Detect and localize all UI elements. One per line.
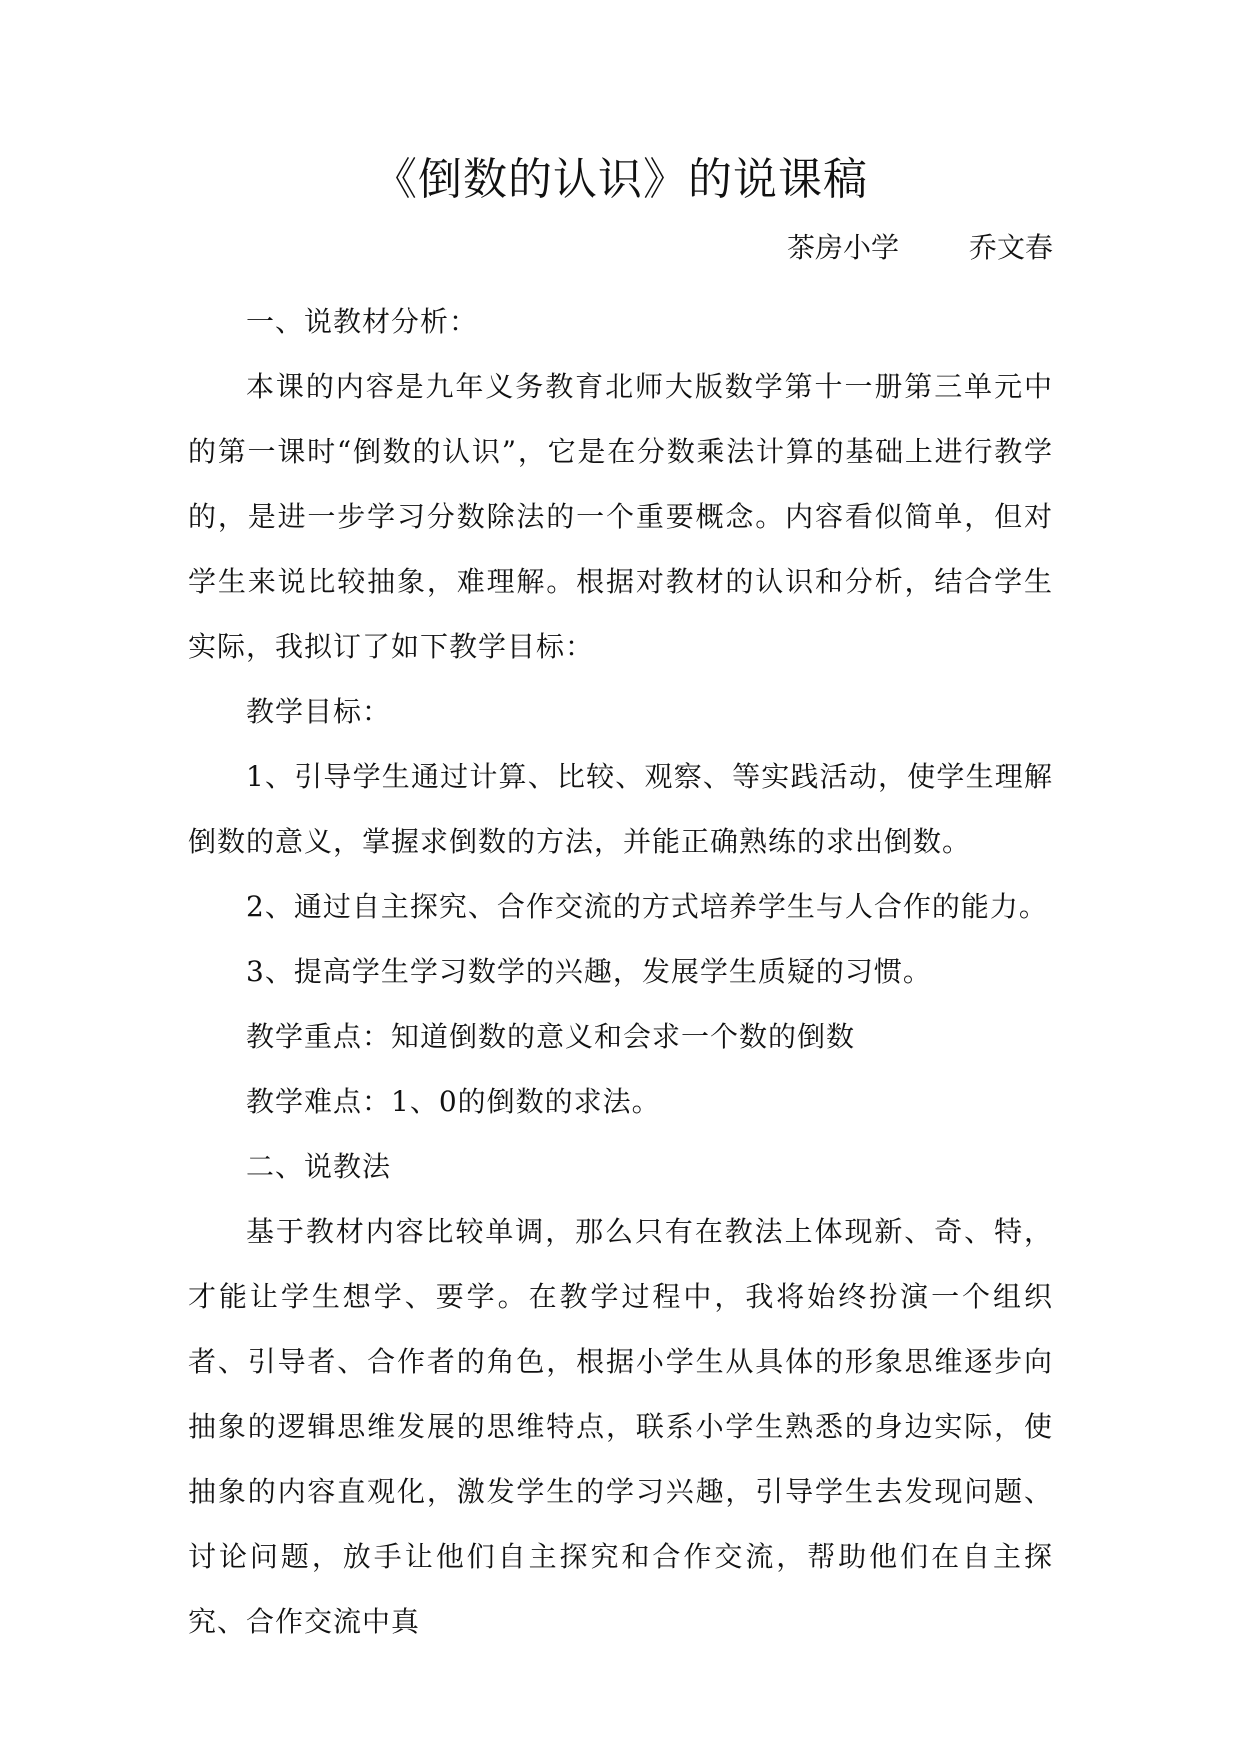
goal-item-1: 1、引导学生通过计算、比较、观察、等实践活动，使学生理解倒数的意义，掌握求倒数的方法，并能正确熟练的求出倒数。 [188, 760, 1053, 858]
author-line [188, 226, 1053, 270]
document-body [188, 289, 1053, 1654]
goal-item-3: 3、提高学生学习数学的兴趣，发展学生质疑的习惯。 [246, 955, 932, 988]
teaching-key-point: 教学重点：知道倒数的意义和会求一个数的倒数 [246, 1020, 856, 1053]
teaching-difficulty: 教学难点：1、0的倒数的求法。 [246, 1085, 661, 1118]
paragraph-teaching-method: 基于教材内容比较单调，那么只有在教法上体现新、奇、特，才能让学生想学、要学。在教学过程中，我将始终扮演一个组织者、引导者、合作者的角色，根据小学生从具体的形象思维逐步向抽象的逻辑思维发展的思维特点，联系小学生熟悉的身边实际，使抽象的内容直观化，激发学生的学习兴趣，引导学生去发现问题、讨论问题，放手让他们自主探究和合作交流，帮助他们在自主探究、合作交流中真 [188, 1215, 1053, 1638]
goal-item-2: 2、通过自主探究、合作交流的方式培养学生与人合作的能力。 [246, 890, 1048, 923]
section-heading-teaching-method: 二、说教法 [246, 1150, 392, 1183]
author-name: 乔文春 [968, 231, 1053, 264]
author-school: 茶房小学 [786, 231, 899, 264]
subheading-teaching-goals: 教学目标： [246, 695, 392, 728]
section-heading-textbook-analysis: 一、说教材分析： [246, 305, 479, 338]
paragraph-textbook-content: 本课的内容是九年义务教育北师大版数学第十一册第三单元中的第一课时“倒数的认识”，它是在分数乘法计算的基础上进行教学的，是进一步学习分数除法的一个重要概念。内容看似简单，但对学生来说比较抽象，难理解。根据对教材的认识和分析，结合学生实际，我拟订了如下教学目标： [188, 370, 1053, 663]
document-title: 《倒数的认识》的说课稿 [373, 154, 868, 205]
